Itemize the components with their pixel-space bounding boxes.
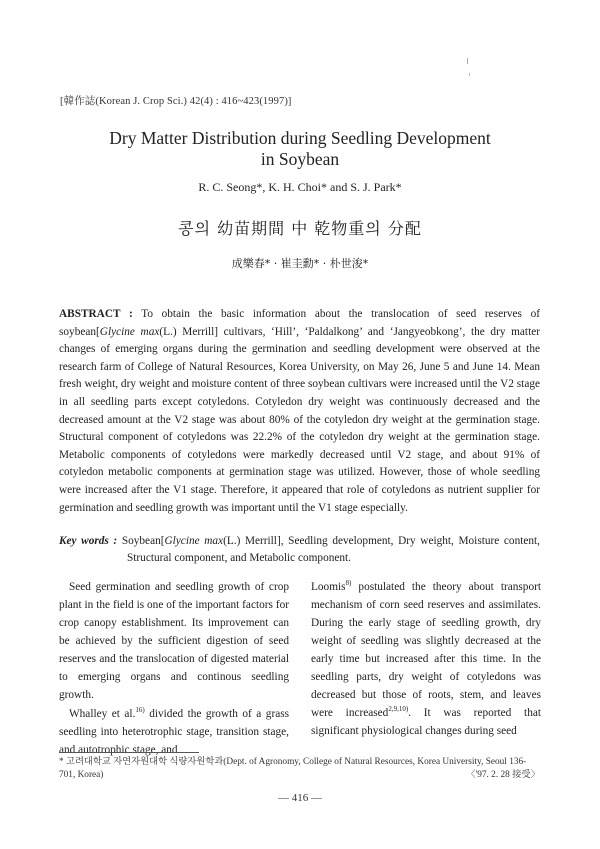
paragraph: Seed germination and seedling growth of crop plant in the field is one of the important factors for crop canopy establishment. Its improvement can be achieved by the sufficient digestion of seed reserves and the translocation of digested material to emerging organs and continous seedling growth. — [59, 581, 289, 701]
received-date: 〈'97. 2. 28 接受〉 — [466, 769, 540, 780]
paragraph: Loomis$^{8)}$ postulated the theory about transport mechanism of corn seed reserves and assimilates. During the early stage of seedling growth, dry weight of seedling was slightly decreased at the early time but increased after this time. In the seedling parts, dry weight of cotyledons was decreased but those of roots, stem, and leaves were increased$^{2,9,10)}$. It was reported that significant physiological changes during seed — [311, 579, 541, 737]
footnote-divider — [59, 752, 199, 753]
korean-title: 콩의 幼苗期間 中 乾物重의 分配 — [178, 219, 422, 238]
paper-title — [40, 128, 560, 170]
journal-citation: [韓作誌(Korean J. Crop Sci.) 42(4) : 416~423(1997)] — [60, 96, 292, 107]
reference-marker: 2,9,10) — [388, 705, 409, 714]
scientific-name: Glycine max — [99, 325, 160, 338]
title-line-2: in Soybean — [260, 149, 340, 169]
scan-mark — [469, 73, 470, 76]
keywords-text: Soybean[Glycine max(L.) Merrill], Seedling development, Dry weight, Moisture content, Structural component, and Metabolic component. — [117, 535, 540, 564]
title-line-1: Dry Matter Distribution during Seedling Development — [109, 128, 491, 148]
reference-marker: 8) — [345, 579, 352, 588]
abstract-label: ABSTRACT : — [59, 308, 133, 320]
authors: R. C. Seong*, K. H. Choi* and S. J. Park* — [198, 180, 402, 194]
korean-authors: 成樂春* · 崔圭勳* · 朴世浚* — [231, 257, 369, 270]
footnote — [59, 756, 540, 781]
scientific-name: Glycine max — [164, 535, 224, 547]
reference-marker: 16) — [135, 706, 145, 715]
affiliation-note: * 고려대학교 자연자원대학 식량자원학과(Dept. of Agronomy, College of Natural Resources, Korea University, Seoul 136-701, Korea) — [59, 757, 527, 780]
abstract — [59, 306, 540, 517]
paragraph: Whalley et al.$^{16)}$ divided the growth of a grass seedling into heterotrophic stage, transition stage, and autotrophic stage, and — [59, 706, 290, 756]
abstract-text: To obtain the basic information about the translocation of seed reserves of soybean[Glycine max(L.) Merrill] cultivars, ‘Hill’, ‘Paldalkong’ and ‘Jangyeobkong’, the dry matter changes of emerging organs during the germination and seedling development were observed at the research farm of College of Natural Resources, Korea University, on May 26, June 5 and June 14. Mean fresh weight, dry weight and moisture content of three soybean cultivars were increased until the V2 stage in all seedling parts except cotyledons. Cotyledon dry weight was continuously decreased and the decreased amount at the V2 stage was about 80% of the cotyledon dry weight at the germination stage. Structural component of cotyledons was 22.2% of the cotyledon dry weight at the germination stage. Metabolic components of cotyledons were markedly decreased until V2 stage, and about 91% of cotyledon metabolic components at germination stage was utilized. However, those of whole seedling were increased after the V1 stage. Therefore, it appeared that role of cotyledons as nutrient supplier for germination and seedling growth was important until the V1 stage especially. — [59, 308, 540, 514]
keywords-label: Key words : — [59, 535, 118, 547]
page-number: — 416 — — [278, 792, 322, 804]
right-column — [311, 578, 541, 741]
scan-mark — [467, 58, 468, 64]
keywords — [59, 533, 540, 567]
left-column — [59, 578, 289, 760]
